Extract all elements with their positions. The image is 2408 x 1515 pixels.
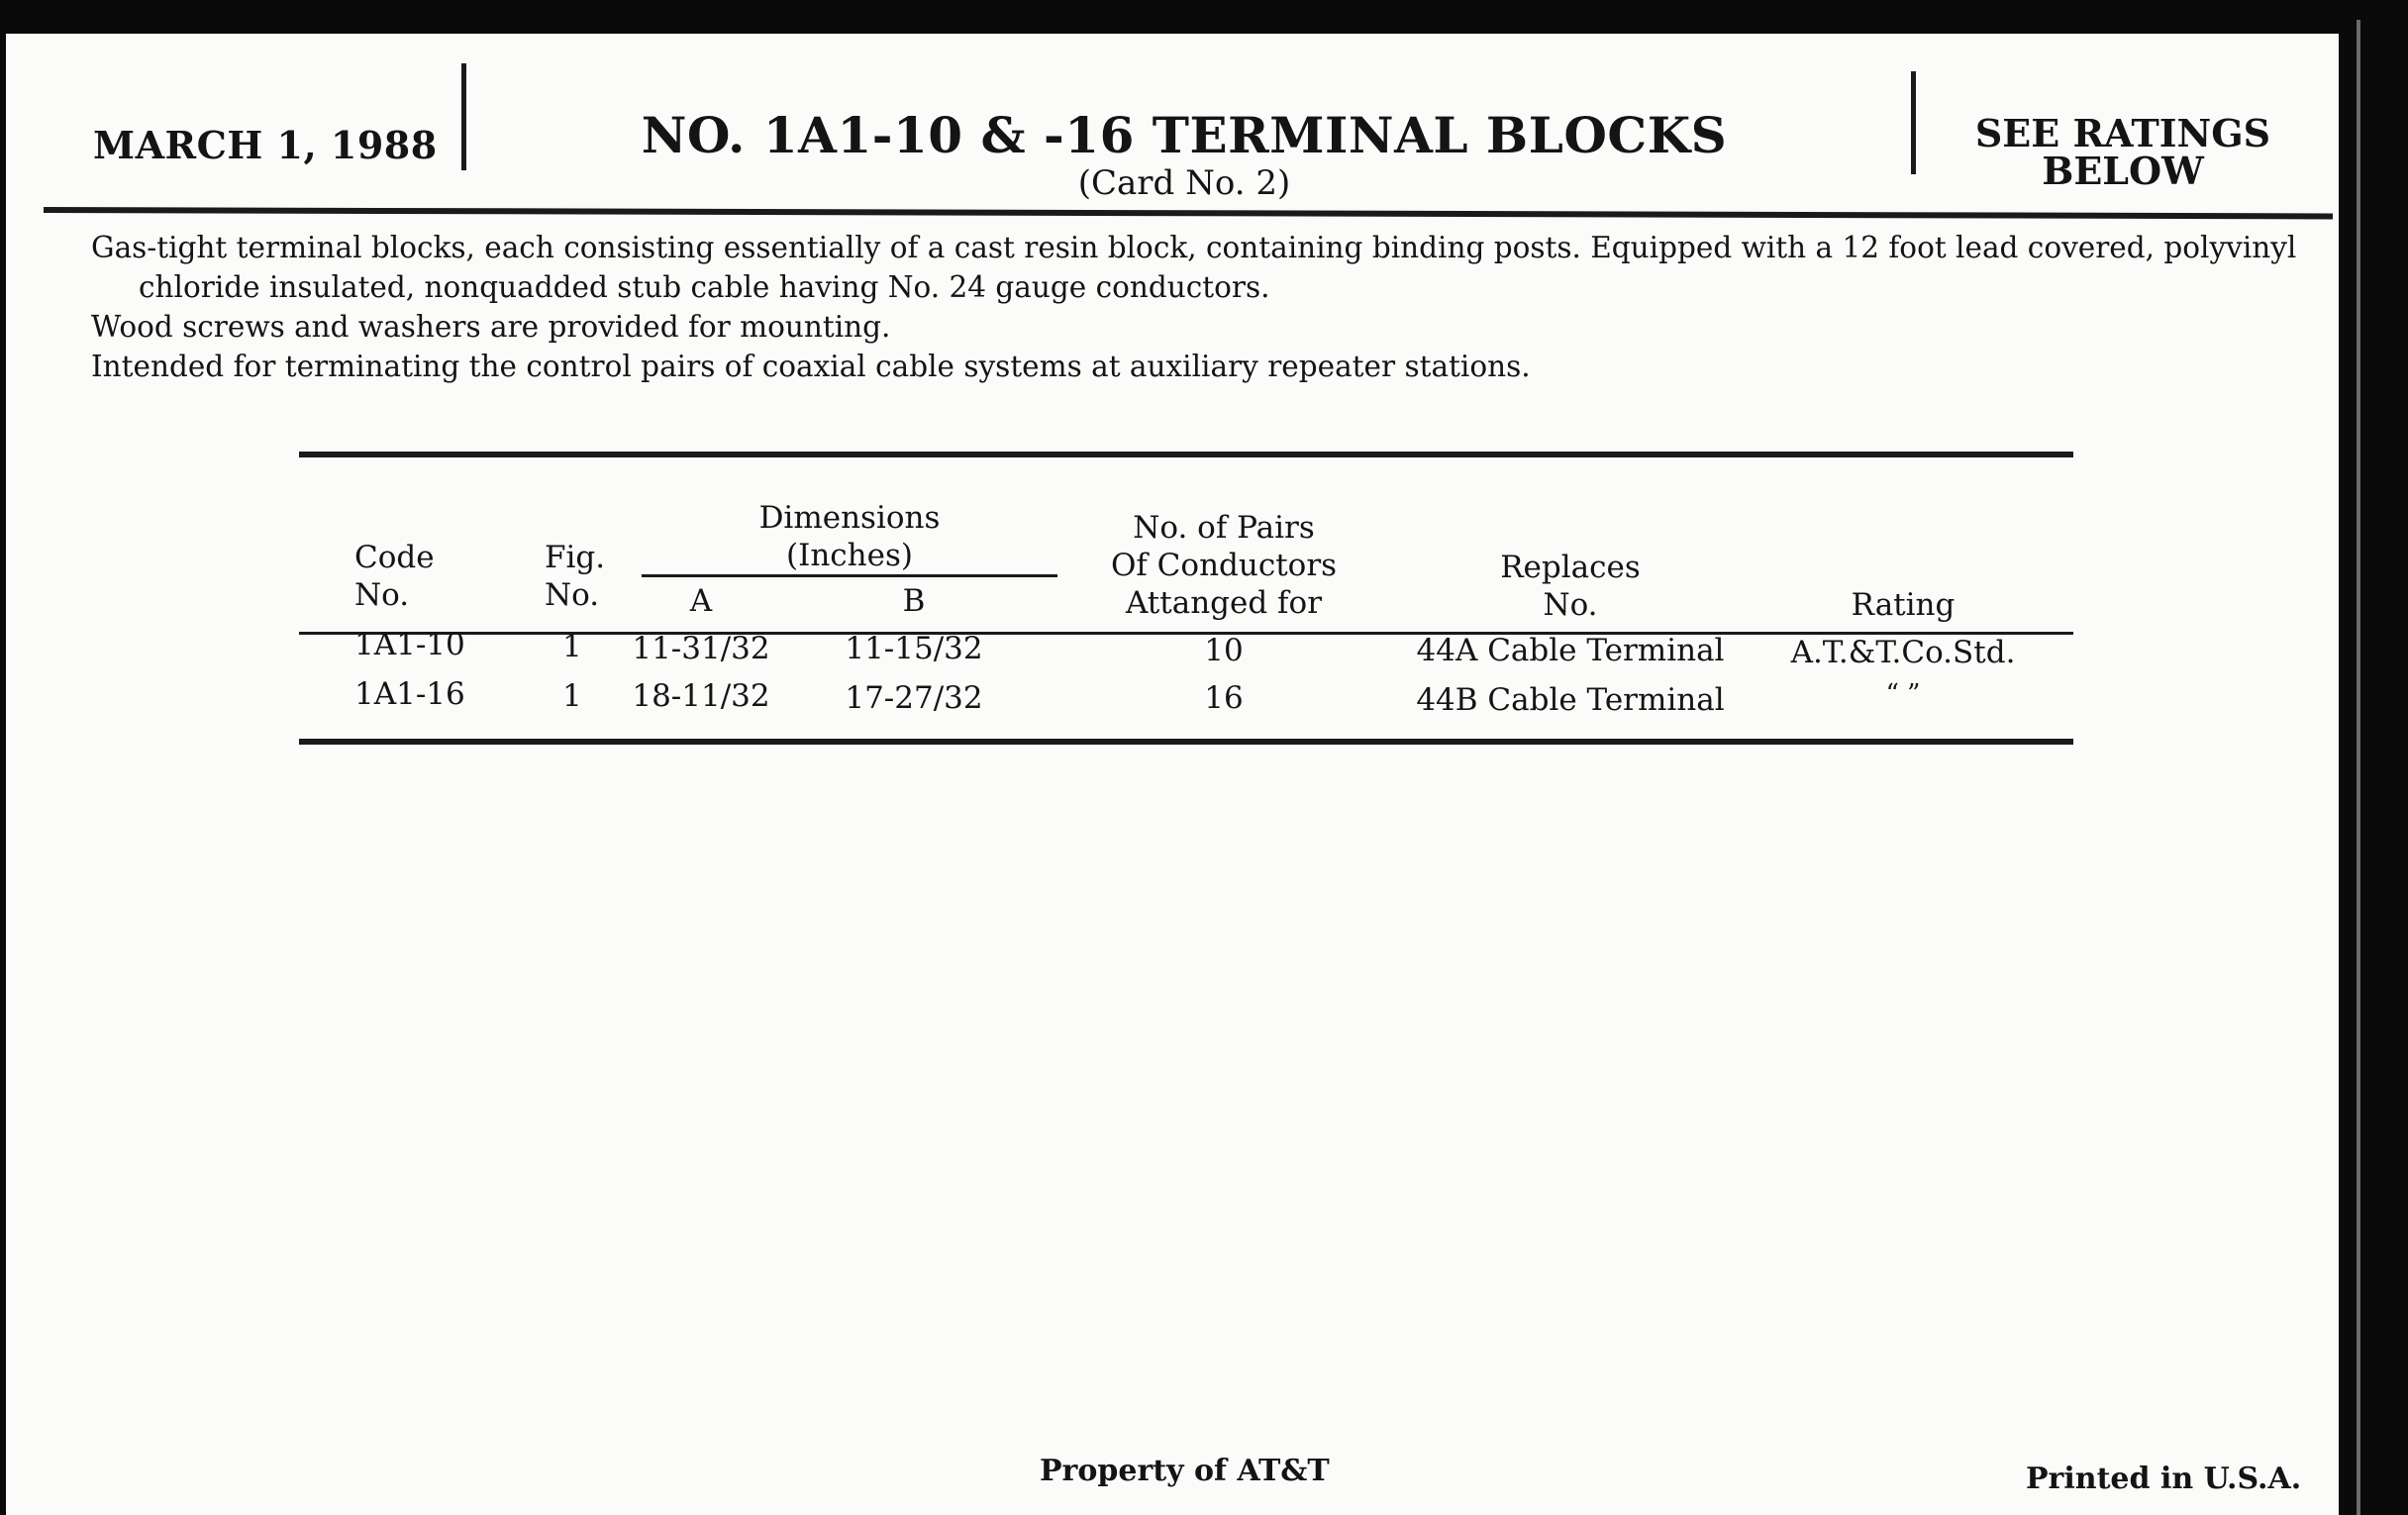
header-pairs-1: No. of Pairs [1133,510,1315,546]
header-dim-b: B [902,583,926,619]
header-replaces-2: No. [1543,587,1598,623]
card-title: NO. 1A1-10 & -16 TERMINAL BLOCKS [641,106,1728,164]
header-fig-1: Fig. [545,540,606,575]
cell-fig: 1 [562,629,582,664]
header-code-2: No. [354,577,410,613]
cell-dim-a: 18-11/32 [632,678,770,714]
footer-property: Property of AT&T [1040,1454,1330,1488]
rating-note-line1: SEE RATINGS [1974,111,2271,155]
card-title-block [461,107,1907,202]
cell-dim-b: 11-15/32 [845,631,983,666]
cell-pairs: 16 [1204,680,1244,716]
cell-dim-b: 17-27/32 [845,680,983,716]
dimensions-underline [642,574,1057,577]
card-edge [2357,20,2360,1515]
header-rating: Rating [1851,587,1956,623]
cell-fig: 1 [562,678,582,714]
card-subtitle: (Card No. 2) [1077,163,1291,203]
description [91,228,2319,386]
catalog-card [6,34,2339,1515]
header-pairs-3: Attanged for [1125,585,1323,621]
cell-rating: A.T.&T.Co.Std. [1790,635,2016,670]
cell-replaces: 44B Cable Terminal [1416,682,1725,718]
cell-pairs: 10 [1204,633,1244,668]
table-bottom-rule [299,739,2073,745]
specs-table [299,452,2073,751]
scan-border [2339,0,2408,1515]
header-dimensions: Dimensions [758,500,941,536]
footer-printed: Printed in U.S.A. [2026,1462,2302,1496]
cell-code: 1A1-10 [354,627,465,662]
card-date: MARCH 1, 1988 [93,123,438,167]
header-fig-2: No. [545,577,600,613]
header-inches: (Inches) [786,538,913,573]
header-pairs-2: Of Conductors [1110,548,1338,583]
cell-code: 1A1-16 [354,676,465,712]
cell-dim-a: 11-31/32 [632,631,770,666]
card-rating-note [1915,111,2331,193]
description-paragraph: Intended for terminating the control pairs of coaxial cable systems at auxiliary repeater stations. [91,350,1531,383]
description-paragraph: Wood screws and washers are provided for mounting. [91,310,891,344]
header-rule [44,207,2333,219]
description-paragraph: Gas-tight terminal blocks, each consisting essentially of a cast resin block, containing binding posts. Equipped with a 12 foot lead covered, polyvinyl chloride insulated, nonquadded stub cable having No. 24 gauge conductors. [91,231,2297,304]
header-replaces-1: Replaces [1500,550,1641,585]
header-code-1: Code [354,540,435,575]
header-dim-a: A [689,583,713,619]
cell-rating: “ ” [1885,679,1921,709]
cell-replaces: 44A Cable Terminal [1416,633,1725,668]
rating-note-line2: BELOW [2042,149,2204,193]
table-top-rule [299,452,2073,457]
